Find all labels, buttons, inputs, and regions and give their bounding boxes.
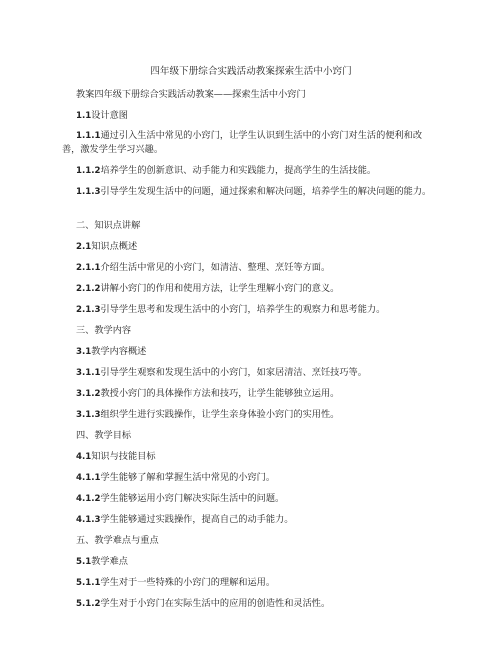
item-number: 1.1 <box>76 111 92 121</box>
paragraph <box>76 164 434 178</box>
item-text: 引导学生思考和发现生活中的小窍门，培养学生的观察力和思考能力。 <box>100 304 386 315</box>
item-text: 培养学生的创新意识、动手能力和实践能力，提高学生的生活技能。 <box>100 165 377 176</box>
document-title: 四年级下册综合实践活动教案探索生活中小窍门 <box>150 66 352 77</box>
item-number: 1.1.2 <box>76 166 101 176</box>
item-text: 教学内容概述 <box>91 346 147 357</box>
item-text: 组织学生进行实践操作，让学生亲身体验小窍门的实用性。 <box>100 409 340 420</box>
item-text: 教授小窍门的具体操作方法和技巧，让学生能够独立运用。 <box>100 388 340 399</box>
item-number: 4.1.2 <box>76 494 101 504</box>
item-number: 2.1.2 <box>76 284 101 294</box>
paragraph <box>62 185 434 199</box>
paragraph <box>76 261 434 275</box>
section-heading: 四、教学目标 <box>76 430 132 441</box>
item-text: 学生对于一些特殊的小窍门的理解和运用。 <box>100 577 276 588</box>
item-number: 4.1.1 <box>76 473 101 483</box>
item-number: 3.1.1 <box>76 368 101 378</box>
item-text: 引导学生发现生活中的问题，通过探索和解决问题，培养学生的解决问题的能力。 <box>100 186 432 197</box>
section-heading: 三、教学内容 <box>76 325 132 336</box>
paragraph <box>76 471 434 485</box>
item-text: 学生能够运用小窍门解决实际生活中的问题。 <box>100 493 285 504</box>
paragraph <box>76 303 434 317</box>
item-number: 2.1 <box>76 242 92 252</box>
item-text: 教学难点 <box>91 556 128 567</box>
item-text: 通过引入生活中常见的小窍门，让学生认识到生活中的小窍门对生活的便利和改善，激发学生学习兴趣。 <box>62 130 423 155</box>
paragraph <box>76 597 434 611</box>
paragraph <box>76 408 434 422</box>
paragraph <box>76 387 434 401</box>
item-text: 介绍生活中常见的小窍门，如清洁、整理、烹饪等方面。 <box>100 262 331 273</box>
item-number: 3.1.3 <box>76 410 101 420</box>
item-number: 2.1.3 <box>76 305 101 315</box>
item-number: 4.1.3 <box>76 515 101 525</box>
item-text: 知识点概述 <box>91 241 138 252</box>
paragraph <box>76 109 434 123</box>
item-number: 1.1.1 <box>76 131 101 141</box>
item-number: 5.1 <box>76 557 92 567</box>
item-text: 讲解小窍门的作用和使用方法，让学生理解小窍门的意义。 <box>100 283 340 294</box>
item-text: 学生对于小窍门在实际生活中的应用的创造性和灵活性。 <box>100 598 331 609</box>
paragraph <box>76 282 434 296</box>
item-number: 4.1 <box>76 452 92 462</box>
item-text: 引导学生观察和发现生活中的小窍门，如家居清洁、烹饪技巧等。 <box>100 367 367 378</box>
paragraph <box>76 513 434 527</box>
paragraph <box>76 450 434 464</box>
item-number: 3.1.2 <box>76 389 101 399</box>
item-number: 1.1.3 <box>76 187 101 197</box>
paragraph <box>76 345 434 359</box>
item-text: 学生能够了解和掌握生活中常见的小窍门。 <box>100 472 276 483</box>
item-number: 5.1.1 <box>76 578 101 588</box>
item-text: 学生能够通过实践操作，提高自己的动手能力。 <box>100 514 294 525</box>
section-heading: 五、教学难点与重点 <box>76 535 159 546</box>
paragraph <box>76 240 434 254</box>
paragraph <box>62 129 434 157</box>
item-number: 5.1.2 <box>76 599 101 609</box>
paragraph <box>76 366 434 380</box>
paragraph <box>76 555 434 569</box>
item-number: 2.1.1 <box>76 263 101 273</box>
paragraph <box>76 576 434 590</box>
item-number: 3.1 <box>76 347 92 357</box>
section-heading: 二、知识点讲解 <box>76 220 141 231</box>
item-text: 设计意图 <box>91 110 128 121</box>
item-text: 知识与技能目标 <box>91 451 156 462</box>
paragraph <box>76 492 434 506</box>
document-subtitle: 教案四年级下册综合实践活动教案——探索生活中小窍门 <box>76 89 306 100</box>
